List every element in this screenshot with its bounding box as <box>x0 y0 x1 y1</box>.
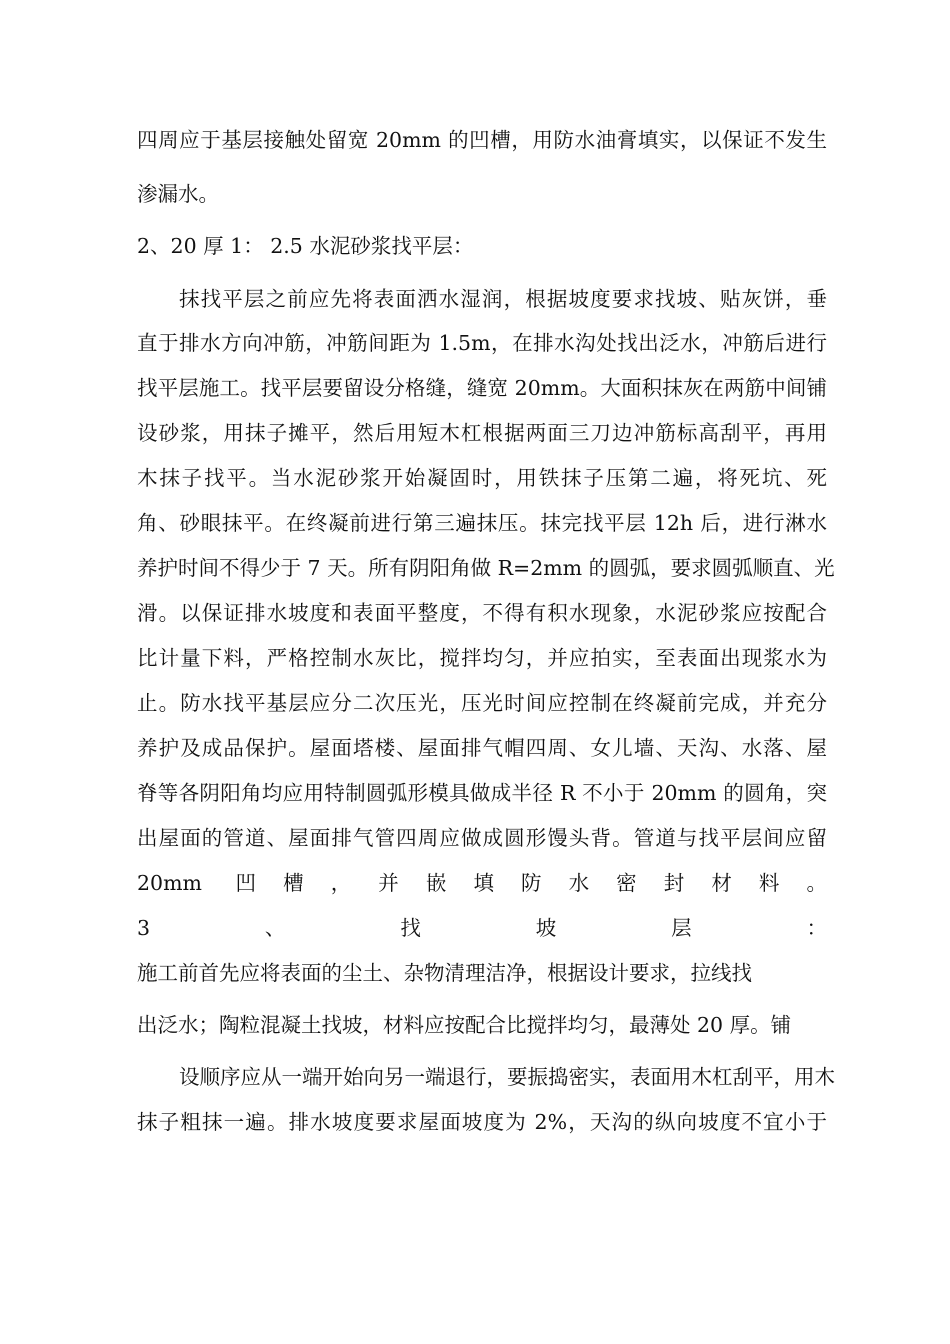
text-line: 四周应于基层接触处留宽 20mm 的凹槽，用防水油膏填实，以保证不发生 <box>137 128 827 152</box>
text-line: 养护及成品保护。屋面塔楼、屋面排气帽四周、女儿墙、天沟、水落、屋 <box>137 736 827 760</box>
text-line: 设砂浆，用抹子摊平，然后用短木杠根据两面三刀边冲筋标高刮平，再用 <box>137 421 827 445</box>
text-line <box>137 1197 827 1227</box>
text-line: 直于排水方向冲筋，冲筋间距为 1.5m，在排水沟处找出泛水，冲筋后进行 <box>137 331 827 355</box>
text-line: 角、砂眼抹平。在终凝前进行第三遍抹压。抹完找平层 12h 后，进行淋水 <box>137 511 827 535</box>
text-line: 20mm 凹槽，并嵌填防水密封材料。 <box>137 871 827 895</box>
text-line: 设顺序应从一端开始向另一端退行，要振捣密实，表面用木杠刮平，用木 <box>179 1065 835 1089</box>
text-line: 找平层施工。找平层要留设分格缝，缝宽 20mm。大面积抹灰在两筋中间铺 <box>137 376 827 400</box>
text-line: 止。防水找平基层应分二次压光，压光时间应控制在终凝前完成，并充分 <box>137 691 827 715</box>
text-line: 渗漏水。 <box>137 182 219 206</box>
text-line: 3、找坡层： <box>137 916 827 940</box>
text-line: 木抹子找平。当水泥砂浆开始凝固时，用铁抹子压第二遍，将死坑、死 <box>137 466 827 490</box>
text-line: 养护时间不得少于 7 天。所有阴阳角做 R=2mm 的圆弧，要求圆弧顺直、光 <box>137 556 835 580</box>
text-line: 抹子粗抹一遍。排水坡度要求屋面坡度为 2%，天沟的纵向坡度不宜小于 <box>137 1110 827 1134</box>
text-line: 施工前首先应将表面的尘土、杂物清理洁净，根据设计要求，拉线找 <box>137 961 752 985</box>
text-line: 出屋面的管道、屋面排气管四周应做成圆形馒头背。管道与找平层间应留 <box>137 826 827 850</box>
section-heading: 2、20 厚 1： 2.5 水泥砂浆找平层： <box>137 234 474 258</box>
text-line <box>137 1152 827 1182</box>
text-line: 比计量下料，严格控制水灰比，搅拌均匀，并应拍实，至表面出现浆水为 <box>137 646 827 670</box>
text-line: 滑。以保证排水坡度和表面平整度，不得有积水现象，水泥砂浆应按配合 <box>137 601 827 625</box>
text-line: 抹找平层之前应先将表面洒水湿润，根据坡度要求找坡、贴灰饼，垂 <box>179 287 827 311</box>
text-line: 脊等各阴阳角均应用特制圆弧形模具做成半径 R 不小于 20mm 的圆角，突 <box>137 781 827 805</box>
section-heading: 出泛水；陶粒混凝土找坡，材料应按配合比搅拌均匀，最薄处 20 厚。铺 <box>137 1013 792 1037</box>
